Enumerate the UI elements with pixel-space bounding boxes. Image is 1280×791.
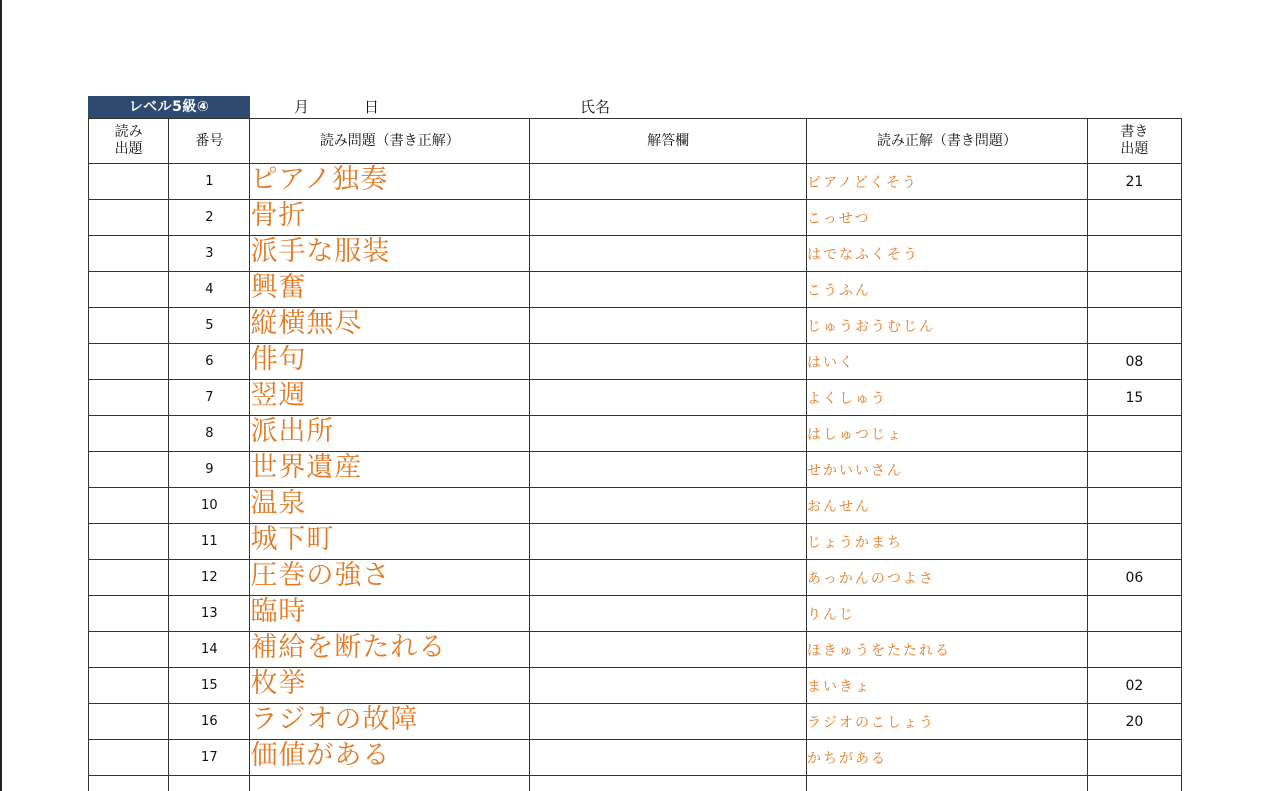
yomi-shutsudai-cell[interactable] [89,776,169,791]
reading-answer: じょうかまち [806,524,1087,560]
table-row [89,380,1182,416]
question-text: 枚挙 [250,668,530,704]
page-edge [0,0,2,791]
answer-cell[interactable] [530,740,807,776]
answer-cell[interactable] [530,632,807,668]
yomi-shutsudai-cell[interactable] [89,164,169,200]
reading-answer: ピアノどくそう [806,164,1087,200]
table-row [89,308,1182,344]
kaki-shutsudai-number: 02 [1087,668,1181,704]
table-row [89,704,1182,740]
yomi-shutsudai-cell[interactable] [89,452,169,488]
kaki-shutsudai-number [1087,272,1181,308]
kaki-shutsudai-number [1087,452,1181,488]
row-number: 17 [169,740,250,776]
kaki-shutsudai-number [1087,776,1181,791]
yomi-shutsudai-cell[interactable] [89,560,169,596]
reading-answer: じゅうおうむじん [806,308,1087,344]
reading-answer [806,776,1087,791]
yomi-shutsudai-cell[interactable] [89,236,169,272]
row-number: 15 [169,668,250,704]
header-number: 番号 [169,119,250,164]
table-row [89,452,1182,488]
row-number: 13 [169,596,250,632]
row-number: 14 [169,632,250,668]
question-text: 世界遺産 [250,452,530,488]
yomi-shutsudai-cell[interactable] [89,596,169,632]
table-row [89,776,1182,791]
row-number [169,776,250,791]
reading-answer: はしゅつじょ [806,416,1087,452]
reading-answer: はいく [806,344,1087,380]
yomi-shutsudai-cell[interactable] [89,488,169,524]
kaki-shutsudai-number [1087,632,1181,668]
question-text: 派手な服装 [250,236,530,272]
header-kaki-line2: 出題 [1120,141,1149,157]
yomi-shutsudai-cell[interactable] [89,740,169,776]
yomi-shutsudai-cell[interactable] [89,668,169,704]
question-text: ラジオの故障 [250,704,530,740]
reading-answer: ほきゅうをたたれる [806,632,1087,668]
row-number: 11 [169,524,250,560]
table-row [89,524,1182,560]
question-text: 縦横無尽 [250,308,530,344]
table-row [89,416,1182,452]
question-table [88,118,1182,791]
reading-answer: はでなふくそう [806,236,1087,272]
answer-cell[interactable] [530,416,807,452]
answer-cell[interactable] [530,668,807,704]
table-row [89,344,1182,380]
kaki-shutsudai-number: 08 [1087,344,1181,380]
answer-cell[interactable] [530,704,807,740]
table-row [89,560,1182,596]
kaki-shutsudai-number [1087,596,1181,632]
row-number: 2 [169,200,250,236]
answer-cell[interactable] [530,488,807,524]
kaki-shutsudai-number: 20 [1087,704,1181,740]
header-yomi-shutsudai [89,119,169,164]
table-row [89,632,1182,668]
header-question: 読み問題（書き正解） [250,119,530,164]
row-number: 1 [169,164,250,200]
table-header-row [89,119,1182,164]
row-number: 16 [169,704,250,740]
kaki-shutsudai-number [1087,308,1181,344]
kaki-shutsudai-number [1087,236,1181,272]
header-reading: 読み正解（書き問題） [806,119,1087,164]
question-text: 臨時 [250,596,530,632]
reading-answer: こうふん [806,272,1087,308]
reading-answer: かちがある [806,740,1087,776]
table-row [89,272,1182,308]
answer-cell[interactable] [530,200,807,236]
reading-answer: ラジオのこしょう [806,704,1087,740]
kaki-shutsudai-number [1087,740,1181,776]
row-number: 3 [169,236,250,272]
row-number: 7 [169,380,250,416]
header-kaki-shutsudai [1087,119,1181,164]
question-text: 派出所 [250,416,530,452]
reading-answer: りんじ [806,596,1087,632]
question-text: ピアノ独奏 [250,164,530,200]
question-text: 城下町 [250,524,530,560]
reading-answer: まいきょ [806,668,1087,704]
row-number: 6 [169,344,250,380]
answer-cell[interactable] [530,596,807,632]
level-badge: レベル5級④ [88,96,250,118]
answer-cell[interactable] [530,272,807,308]
answer-cell[interactable] [530,164,807,200]
question-text: 骨折 [250,200,530,236]
kaki-shutsudai-number [1087,200,1181,236]
question-text: 補給を断たれる [250,632,530,668]
question-text: 圧巻の強さ [250,560,530,596]
question-text: 俳句 [250,344,530,380]
reading-answer: こっせつ [806,200,1087,236]
table-row [89,200,1182,236]
answer-cell[interactable] [530,560,807,596]
reading-answer: おんせん [806,488,1087,524]
answer-cell[interactable] [530,308,807,344]
row-number: 5 [169,308,250,344]
kaki-shutsudai-number: 21 [1087,164,1181,200]
yomi-shutsudai-cell[interactable] [89,200,169,236]
yomi-shutsudai-cell[interactable] [89,380,169,416]
header-kaki-line1: 書き [1120,124,1149,140]
table-row [89,596,1182,632]
header-yomi-line1: 読み [114,124,143,140]
row-number: 12 [169,560,250,596]
table-row [89,740,1182,776]
question-text: 興奮 [250,272,530,308]
table-row [89,488,1182,524]
worksheet-header [88,96,1182,118]
yomi-shutsudai-cell[interactable] [89,344,169,380]
yomi-shutsudai-cell[interactable] [89,272,169,308]
header-yomi-line2: 出題 [114,141,143,157]
yomi-shutsudai-cell[interactable] [89,416,169,452]
table-row [89,236,1182,272]
day-label: 日 [364,98,380,116]
kaki-shutsudai-number [1087,416,1181,452]
kaki-shutsudai-number: 06 [1087,560,1181,596]
answer-cell[interactable] [530,344,807,380]
question-text [250,776,530,791]
kaki-shutsudai-number: 15 [1087,380,1181,416]
row-number: 4 [169,272,250,308]
reading-answer: せかいいさん [806,452,1087,488]
table-row [89,164,1182,200]
row-number: 10 [169,488,250,524]
answer-cell[interactable] [530,380,807,416]
answer-cell[interactable] [530,776,807,791]
answer-cell[interactable] [530,236,807,272]
question-text: 温泉 [250,488,530,524]
kaki-shutsudai-number [1087,488,1181,524]
name-label: 氏名 [580,98,611,116]
answer-cell[interactable] [530,452,807,488]
yomi-shutsudai-cell[interactable] [89,524,169,560]
month-label: 月 [294,98,310,116]
reading-answer: よくしゅう [806,380,1087,416]
answer-cell[interactable] [530,524,807,560]
kaki-shutsudai-number [1087,524,1181,560]
question-text: 価値がある [250,740,530,776]
question-text: 翌週 [250,380,530,416]
row-number: 9 [169,452,250,488]
yomi-shutsudai-cell[interactable] [89,308,169,344]
row-number: 8 [169,416,250,452]
table-row [89,668,1182,704]
yomi-shutsudai-cell[interactable] [89,704,169,740]
yomi-shutsudai-cell[interactable] [89,632,169,668]
header-answer: 解答欄 [530,119,807,164]
reading-answer: あっかんのつよさ [806,560,1087,596]
